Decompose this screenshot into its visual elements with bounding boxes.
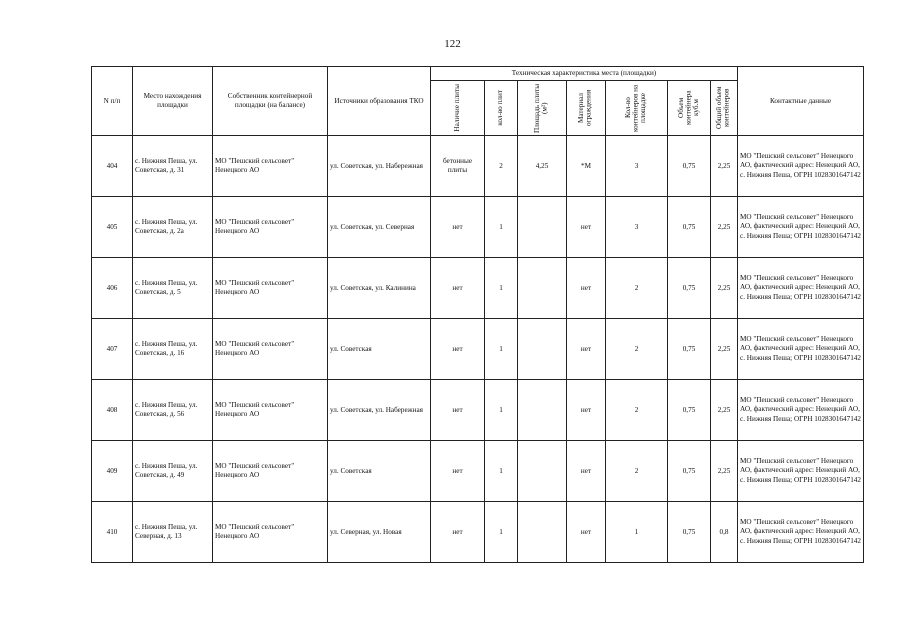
header-total: Общий объем контейнеров [711, 81, 738, 136]
cell-fence: нет [567, 380, 606, 441]
cell-total: 2,25 [711, 441, 738, 502]
cell-slab: нет [431, 197, 485, 258]
cell-num: 404 [92, 136, 133, 197]
cell-num: 410 [92, 502, 133, 563]
cell-total: 2,25 [711, 197, 738, 258]
cell-owner: МО "Пешский сельсовет" Ненецкого АО [213, 502, 328, 563]
cell-slab: нет [431, 319, 485, 380]
cell-containers: 2 [606, 319, 668, 380]
table-row [92, 319, 864, 380]
header-volume: Объем контейнера куб.м [668, 81, 711, 136]
cell-owner: МО "Пешский сельсовет" Ненецкого АО [213, 380, 328, 441]
cell-total: 2,25 [711, 380, 738, 441]
cell-location: с. Нижняя Пеша, ул. Советская, д. 5 [133, 258, 213, 319]
cell-volume: 0,75 [668, 380, 711, 441]
cell-contact: МО "Пешский сельсовет" Ненецкого АО, фактический адрес: Ненецкий АО, с. Нижняя Пеша; ОГРН 1028301647142 [738, 258, 864, 319]
cell-location: с. Нижняя Пеша, ул. Советская, д. 2а [133, 197, 213, 258]
cell-total: 2,25 [711, 258, 738, 319]
cell-slab-count: 2 [485, 136, 518, 197]
cell-slab-count: 1 [485, 441, 518, 502]
cell-fence: нет [567, 258, 606, 319]
cell-area [518, 380, 567, 441]
cell-total: 2,25 [711, 136, 738, 197]
header-owner: Собственник контейнерной площадки (на балансе) [213, 67, 328, 136]
cell-contact: МО "Пешский сельсовет" Ненецкого АО, фактический адрес: Ненецкий АО, с. Нижняя Пеша; ОГРН 1028301647142 [738, 319, 864, 380]
cell-total: 0,8 [711, 502, 738, 563]
registry-table [91, 66, 864, 563]
cell-slab: бетонные плиты [431, 136, 485, 197]
cell-slab: нет [431, 502, 485, 563]
header-row-1 [92, 67, 864, 81]
cell-area [518, 258, 567, 319]
cell-area [518, 502, 567, 563]
cell-contact: МО "Пешский сельсовет" Ненецкого АО, фактический адрес: Ненецкий АО, с. Нижняя Пеша, ОГРН 1028301647142 [738, 136, 864, 197]
cell-volume: 0,75 [668, 258, 711, 319]
cell-location: с. Нижняя Пеша, ул. Советская, д. 56 [133, 380, 213, 441]
page-number: 122 [444, 38, 461, 50]
cell-containers: 2 [606, 380, 668, 441]
cell-num: 408 [92, 380, 133, 441]
cell-fence: нет [567, 197, 606, 258]
cell-containers: 1 [606, 502, 668, 563]
table-row [92, 502, 864, 563]
cell-sources: ул. Советская, ул. Набережная [328, 136, 431, 197]
cell-owner: МО "Пешский сельсовет" Ненецкого АО [213, 319, 328, 380]
cell-sources: ул. Советская [328, 441, 431, 502]
cell-num: 407 [92, 319, 133, 380]
cell-contact: МО "Пешский сельсовет" Ненецкого АО, фактический адрес: Ненецкий АО, с. Нижняя Пеша; ОГРН 1028301647142 [738, 197, 864, 258]
cell-sources: ул. Северная, ул. Новая [328, 502, 431, 563]
cell-volume: 0,75 [668, 136, 711, 197]
cell-slab: нет [431, 258, 485, 319]
cell-sources: ул. Советская, ул. Северная [328, 197, 431, 258]
cell-area [518, 441, 567, 502]
cell-fence: *М [567, 136, 606, 197]
cell-location: с. Нижняя Пеша, ул. Советская, д. 49 [133, 441, 213, 502]
cell-slab-count: 1 [485, 197, 518, 258]
cell-num: 409 [92, 441, 133, 502]
header-sources: Источники образования ТКО [328, 67, 431, 136]
cell-volume: 0,75 [668, 441, 711, 502]
cell-contact: МО "Пешский сельсовет" Ненецкого АО, фактический адрес: Ненецкий АО, с. Нижняя Пеша; ОГРН 1028301647142 [738, 380, 864, 441]
header-area: Площадь плиты (м²) [518, 81, 567, 136]
cell-num: 406 [92, 258, 133, 319]
header-num: N п/п [92, 67, 133, 136]
cell-sources: ул. Советская, ул. Набережная [328, 380, 431, 441]
cell-slab-count: 1 [485, 502, 518, 563]
cell-slab: нет [431, 380, 485, 441]
cell-sources: ул. Советская [328, 319, 431, 380]
table-row [92, 380, 864, 441]
header-fence: Материал ограждения [567, 81, 606, 136]
cell-sources: ул. Советская, ул. Калинина [328, 258, 431, 319]
cell-fence: нет [567, 441, 606, 502]
cell-volume: 0,75 [668, 319, 711, 380]
cell-location: с. Нижняя Пеша, ул. Советская, д. 16 [133, 319, 213, 380]
header-containers: Кол-во контейнеров на площадке [606, 81, 668, 136]
cell-area [518, 319, 567, 380]
header-location: Место нахождения площадки [133, 67, 213, 136]
cell-containers: 3 [606, 136, 668, 197]
cell-area [518, 197, 567, 258]
cell-slab-count: 1 [485, 258, 518, 319]
cell-total: 2,25 [711, 319, 738, 380]
table-body [92, 136, 864, 563]
cell-owner: МО "Пешский сельсовет" Ненецкого АО [213, 197, 328, 258]
cell-location: с. Нижняя Пеша, ул. Советская, д. 31 [133, 136, 213, 197]
cell-containers: 2 [606, 441, 668, 502]
header-slab-count: кол-во плит [485, 81, 518, 136]
cell-contact: МО "Пешский сельсовет" Ненецкого АО, фактический адрес: Ненецкий АО, с. Нижняя Пеша; ОГРН 1028301647142 [738, 502, 864, 563]
cell-containers: 2 [606, 258, 668, 319]
cell-slab-count: 1 [485, 319, 518, 380]
cell-slab-count: 1 [485, 380, 518, 441]
cell-slab: нет [431, 441, 485, 502]
table-row [92, 441, 864, 502]
cell-area: 4,25 [518, 136, 567, 197]
table-row [92, 136, 864, 197]
header-tech-group: Техническая характеристика места (площадки) [431, 67, 738, 81]
header-slab: Наличие плиты [431, 81, 485, 136]
cell-contact: МО "Пешский сельсовет" Ненецкого АО, фактический адрес: Ненецкий АО, с. Нижняя Пеша; ОГРН 1028301647142 [738, 441, 864, 502]
cell-volume: 0,75 [668, 502, 711, 563]
cell-volume: 0,75 [668, 197, 711, 258]
cell-owner: МО "Пешский сельсовет" Ненецкого АО [213, 258, 328, 319]
table-row [92, 197, 864, 258]
cell-location: с. Нижняя Пеша, ул. Северная, д. 13 [133, 502, 213, 563]
cell-containers: 3 [606, 197, 668, 258]
cell-owner: МО "Пешский сельсовет" Ненецкого АО [213, 441, 328, 502]
cell-fence: нет [567, 502, 606, 563]
cell-owner: МО "Пешский сельсовет" Ненецкого АО [213, 136, 328, 197]
cell-num: 405 [92, 197, 133, 258]
header-contacts: Контактные данные [738, 67, 864, 136]
cell-fence: нет [567, 319, 606, 380]
table-row [92, 258, 864, 319]
